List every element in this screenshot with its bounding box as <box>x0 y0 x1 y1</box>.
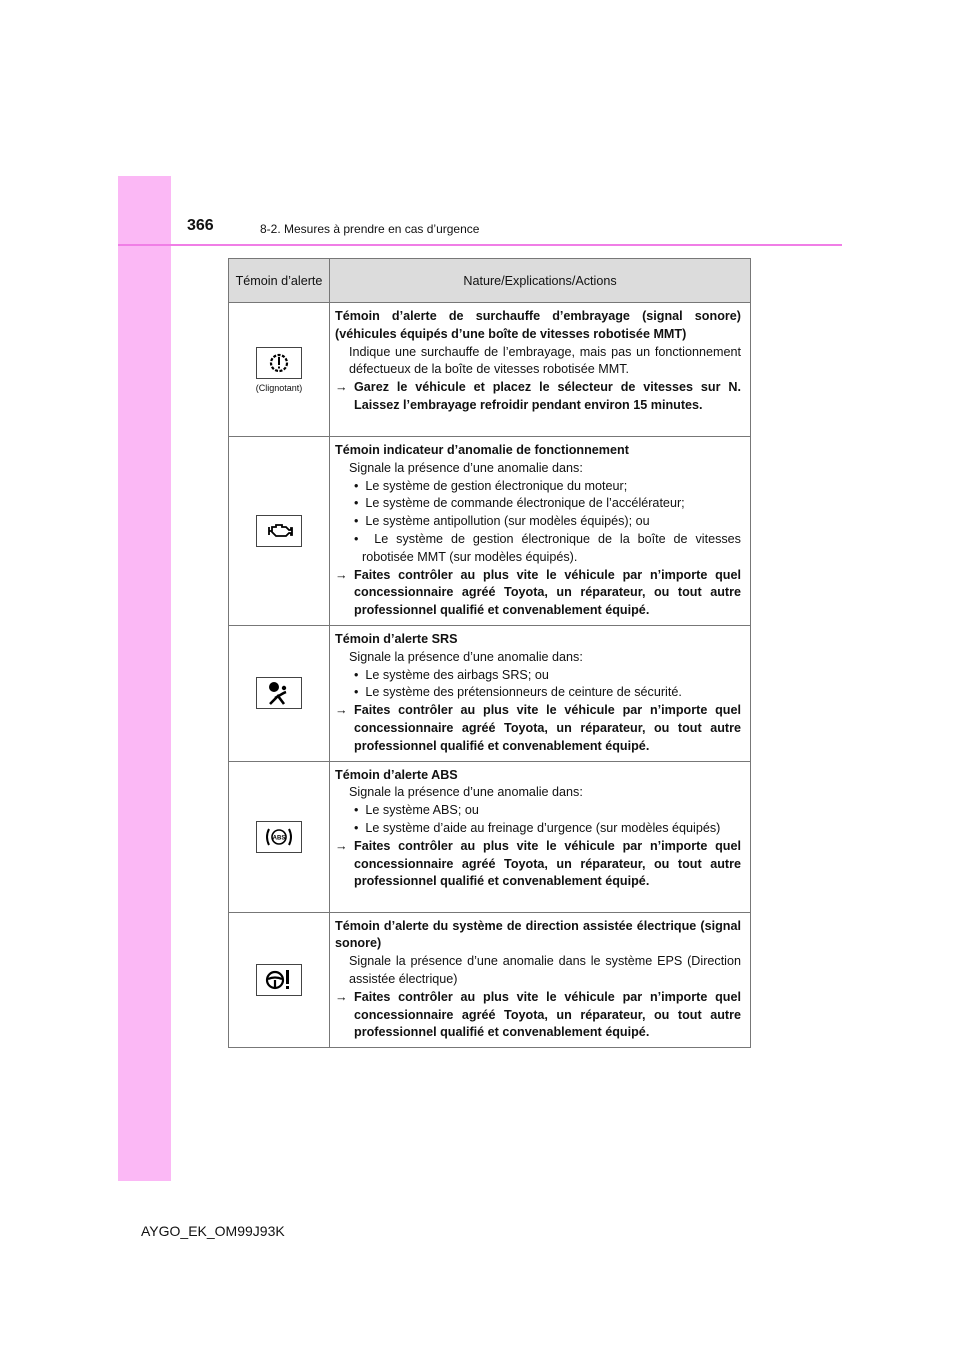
action-item: → Faites contrôler au plus vite le véhicule par n’importe quel concessionnaire agréé Toyota, un réparateur, ou tout autre professionnel qualifié et convenablement équipé. <box>335 567 741 618</box>
icon-caption: (Clignotant) <box>255 382 303 393</box>
chapter-tab-bar <box>118 176 171 1181</box>
arrow-icon: → <box>335 703 348 718</box>
warning-title: Témoin d’alerte du système de direction assistée électrique (signal sonore) <box>335 918 741 951</box>
bullet-item: • Le système ABS; ou <box>354 803 479 818</box>
action-item: → Garez le véhicule et placez le sélecteur de vitesses sur N. Laissez l’embrayage refroidir pendant environ 15 minutes. <box>335 380 741 412</box>
description-text: Signale la présence d’une anomalie dans: <box>349 785 583 800</box>
description-cell <box>330 912 751 1048</box>
arrow-icon: → <box>335 380 348 395</box>
abs-icon <box>256 821 302 853</box>
arrow-icon: → <box>335 567 348 582</box>
page-number: 366 <box>187 217 214 234</box>
table-row <box>229 625 751 761</box>
description-cell <box>330 625 751 761</box>
warning-light-cell <box>229 437 330 626</box>
description-cell <box>330 303 751 437</box>
warning-light-cell <box>229 303 330 437</box>
action-item: → Faites contrôler au plus vite le véhicule par n’importe quel concessionnaire agréé Toyota, un réparateur, ou tout autre professionnel qualifié et convenablement équipé. <box>335 989 741 1040</box>
bullet-item: • Le système de gestion électronique du moteur; <box>354 478 628 493</box>
bullet-item: • Le système des airbags SRS; ou <box>354 667 549 682</box>
description-text: Signale la présence d’une anomalie dans le système EPS (Direction assistée électrique) <box>349 954 741 986</box>
bullet-item: • Le système antipollution (sur modèles équipés); ou <box>354 514 650 529</box>
description-text: Indique une surchauffe de l’embrayage, mais pas un fonctionnement défectueux de la boîte de vitesses robotisée MMT. <box>349 344 741 377</box>
description-text: Signale la présence d’une anomalie dans: <box>349 460 583 475</box>
table-row <box>229 761 751 912</box>
warning-title: Témoin d’alerte de surchauffe d’embrayage (signal sonore) (véhicules équipés d’une boîte de vitesses robotisée MMT) <box>335 309 741 341</box>
action-item: → Faites contrôler au plus vite le véhicule par n’importe quel concessionnaire agréé Toyota, un réparateur, ou tout autre professionnel qualifié et convenablement équipé. <box>335 703 741 753</box>
warning-title: Témoin d’alerte ABS <box>335 767 458 782</box>
document-code: AYGO_EK_OM99J93K <box>141 1223 285 1239</box>
arrow-icon: → <box>335 989 348 1004</box>
svg-text:ABS: ABS <box>272 835 286 842</box>
clutch-overheat-icon <box>256 347 302 379</box>
column-header-details: Nature/Explications/Actions <box>330 259 751 303</box>
bullet-item: • Le système de commande électronique de l’accélérateur; <box>354 496 685 511</box>
table-row <box>229 912 751 1048</box>
section-title: 8-2. Mesures à prendre en cas d’urgence <box>260 222 480 236</box>
header-divider <box>118 244 842 246</box>
bullet-item: • Le système des prétensionneurs de ceinture de sécurité. <box>354 685 682 700</box>
description-cell <box>330 437 751 626</box>
check-engine-icon <box>256 515 302 547</box>
description-cell <box>330 761 751 912</box>
warning-light-cell <box>229 912 330 1048</box>
column-header-warning-light: Témoin d’alerte <box>229 259 330 303</box>
warning-lights-table <box>228 258 751 1048</box>
bullet-item: • Le système de gestion électronique de la boîte de vitesses robotisée MMT (sur modèles équipés). <box>354 531 741 564</box>
srs-airbag-icon <box>256 677 302 709</box>
table-row <box>229 437 751 626</box>
action-item: → Faites contrôler au plus vite le véhicule par n’importe quel concessionnaire agréé Toyota, un réparateur, ou tout autre professionnel qualifié et convenablement équipé. <box>335 838 741 889</box>
arrow-icon: → <box>335 838 348 853</box>
warning-title: Témoin d’alerte SRS <box>335 631 458 646</box>
warning-light-cell <box>229 625 330 761</box>
description-text: Signale la présence d’une anomalie dans: <box>349 649 583 664</box>
warning-title: Témoin indicateur d’anomalie de fonctionnement <box>335 443 629 457</box>
warning-light-cell <box>229 761 330 912</box>
table-row <box>229 303 751 437</box>
power-steering-warning-icon <box>256 964 302 996</box>
bullet-item: • Le système d’aide au freinage d’urgence (sur modèles équipés) <box>354 820 721 835</box>
